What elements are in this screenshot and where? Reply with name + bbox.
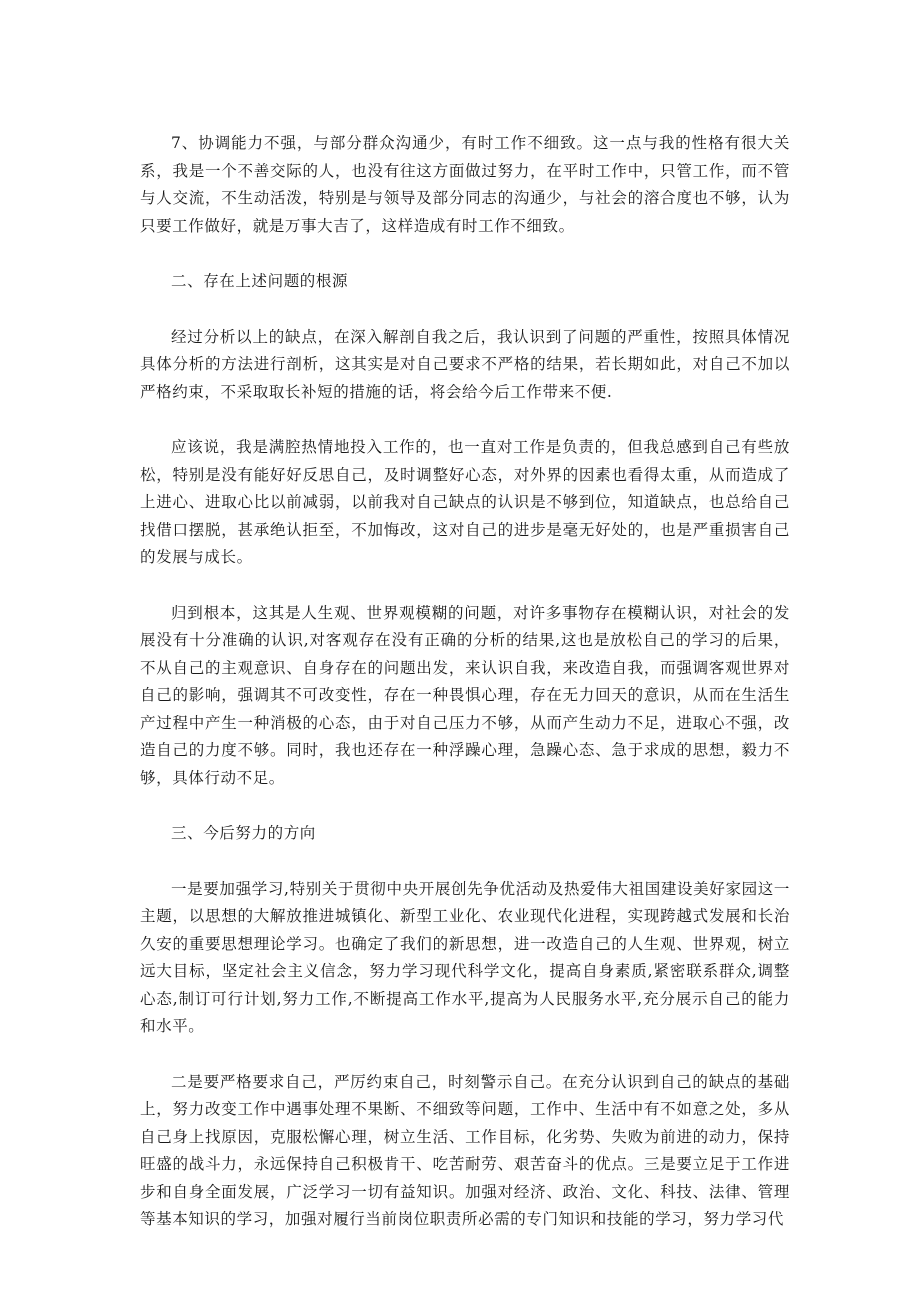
document-page	[140, 130, 790, 1234]
paragraph-strengthen-study: 一是要加强学习,特别关于贯彻中央开展创先争优活动及热爱伟大祖国建设美好家园这一主题，以思想的大解放推进城镇化、新型工业化、农业现代化进程，实现跨越式发展和长治久安的重要思想理论学习。也确定了我们的新思想，进一改造自己的人生观、世界观，树立远大目标，坚定社会主义信念，努力学习现代科学文化，提高自身素质,紧密联系群众,调整心态,制订可行计划,努力工作,不断提高工作水平,提高为人民服务水平,充分展示自己的能力和水平。	[140, 879, 790, 1035]
paragraph-gap	[140, 792, 790, 820]
paragraph-gap	[140, 848, 790, 876]
paragraph-coordination: 7、协调能力不强，与部分群众沟通少，有时工作不细致。这一点与我的性格有很大关系，我是一个不善交际的人，也没有往这方面做过努力，在平时工作中，只管工作，而不管与人交流，不生动活泼，特别是与领导及部分同志的沟通少，与社会的溶合度也不够，认为只要工作做好，就是万事大吉了，这样造成有时工作不细致。	[140, 134, 790, 235]
paragraph-gap	[140, 572, 790, 600]
paragraph-worldview: 归到根本，这其是人生观、世界观模糊的问题，对许多事物存在模糊认识，对社会的发展没有十分准确的认识,对客观存在没有正确的分析的结果,这也是放松自己的学习的后果，不从自己的主观意识、自身存在的问题出发，来认识自我，来改造自我，而强调客观世界对自己的影响，强调其不可改变性，存在一种畏惧心理，存在无力回天的意识，从而在生活生产过程中产生一种消极的心态，由于对自己压力不够，从而产生动力不足，进取心不强，改造自己的力度不够。同时，我也还存在一种浮躁心理，急躁心态、急于求成的思想，毅力不够，具体行动不足。	[140, 603, 790, 787]
paragraph-analysis: 经过分析以上的缺点，在深入解剖自我之后，我认识到了问题的严重性，按照具体情况具体分析的方法进行剖析，这其实是对自己要求不严格的结果，若长期如此，对自己不加以严格约束，不采取取长补短的措施的话，将会给今后工作带来不便.	[140, 327, 790, 401]
paragraph-strict-discipline: 二是要严格要求自己，严厉约束自己，时刻警示自己。在充分认识到自己的缺点的基础上，努力改变工作中遇事处理不果断、不细致等问题，工作中、生活中有不如意之处，多从自己身上找原因，克服松懈心理，树立生活、工作目标，化劣势、失败为前进的动力，保持旺盛的战斗力，永远保持自己积极肯干、吃苦耐劳、艰苦奋斗的优点。三是要立足于工作进步和自身全面发展，广泛学习一切有益知识。加强对经济、政治、文化、科技、法律、管理等基本知识的学习，加强对履行当前岗位职责所必需的专门知识和技能的学习，努力学习代	[140, 1072, 790, 1228]
section-heading-root-causes: 二、存在上述问题的根源	[171, 272, 349, 290]
paragraph-gap	[140, 406, 790, 434]
paragraph-gap	[140, 240, 790, 268]
section-heading-future-direction: 三、今后努力的方向	[171, 824, 316, 842]
paragraph-gap	[140, 296, 790, 324]
paragraph-gap	[140, 1041, 790, 1069]
paragraph-attitude: 应该说，我是满腔热情地投入工作的，也一直对工作是负责的，但我总感到自己有些放松，特别是没有能好好反思自己，及时调整好心态，对外界的因素也看得太重，从而造成了上进心、进取心比以前减弱，以前我对自己缺点的认识是不够到位，知道缺点，也总给自己找借口摆脱，甚承绝认拒至，不加悔改，这对自己的进步是毫无好处的，也是严重损害自己的发展与成长。	[140, 438, 790, 566]
